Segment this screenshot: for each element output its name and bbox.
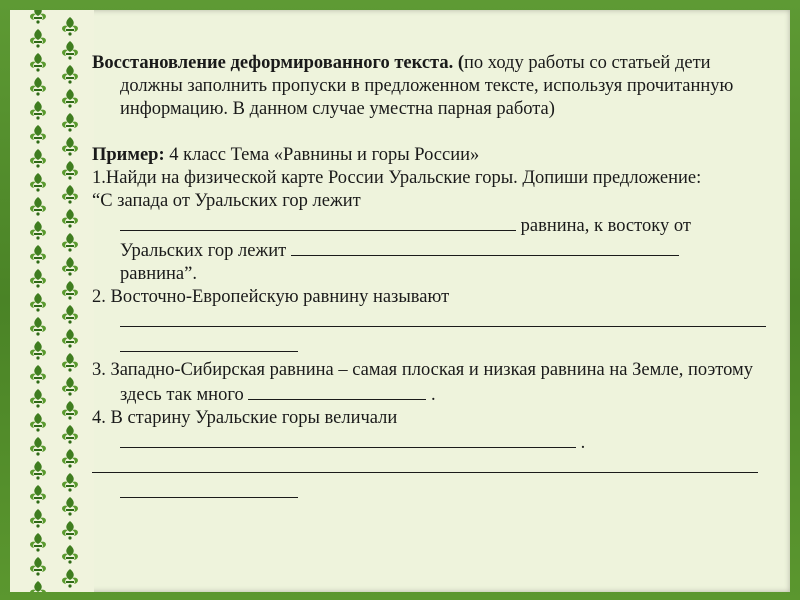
task3-text: 3. Западно-Сибирская равнина – самая плоская и низкая равнина на Земле, поэтому здесь так много bbox=[92, 360, 753, 405]
task2-text: 2. Восточно-Европейскую равнину называют bbox=[92, 287, 450, 307]
blank-task2a[interactable] bbox=[120, 309, 766, 327]
task1-line: 1.Найди на физической карте России Уральские горы. Допиши предложение: bbox=[92, 168, 702, 188]
blank-task3[interactable] bbox=[248, 382, 426, 400]
heading-paragraph bbox=[92, 52, 772, 121]
task1-end: равнина”. bbox=[120, 264, 197, 284]
ornament-border bbox=[10, 10, 94, 592]
task1-quote-start: “С запада от Уральских гор лежит bbox=[92, 191, 361, 211]
heading-bold: Восстановление деформированного текста. ( bbox=[92, 53, 465, 73]
task3-end: . bbox=[426, 385, 436, 405]
task4-line bbox=[92, 407, 772, 505]
blank-task2b[interactable] bbox=[120, 334, 298, 352]
task3-line bbox=[92, 359, 772, 407]
slide bbox=[10, 10, 790, 592]
task1-mid: равнина, к востоку от Уральских гор лежит bbox=[120, 216, 691, 261]
blank-task4b[interactable] bbox=[92, 455, 758, 473]
task4-text: 4. В старину Уральские горы величали bbox=[92, 408, 398, 428]
example-label: Пример: bbox=[92, 145, 165, 165]
example-topic: 4 класс Тема «Равнины и горы России» bbox=[164, 145, 480, 165]
blank-west[interactable] bbox=[120, 213, 516, 231]
blank-task4c[interactable] bbox=[120, 480, 298, 498]
slide-text bbox=[92, 52, 772, 505]
heading-rest: по ходу работы со статьей дети должны заполнить пропуски в предложенном тексте, используя прочитанную информацию. В данном случае уместна парная работа) bbox=[120, 53, 734, 119]
task4-end: . bbox=[576, 433, 586, 453]
blank-east[interactable] bbox=[291, 238, 679, 256]
example-line bbox=[92, 144, 772, 167]
ornament-pattern-icon bbox=[10, 10, 94, 592]
task1-sentence bbox=[92, 190, 772, 286]
blank-task4a[interactable] bbox=[120, 430, 576, 448]
task2-line bbox=[92, 286, 772, 359]
